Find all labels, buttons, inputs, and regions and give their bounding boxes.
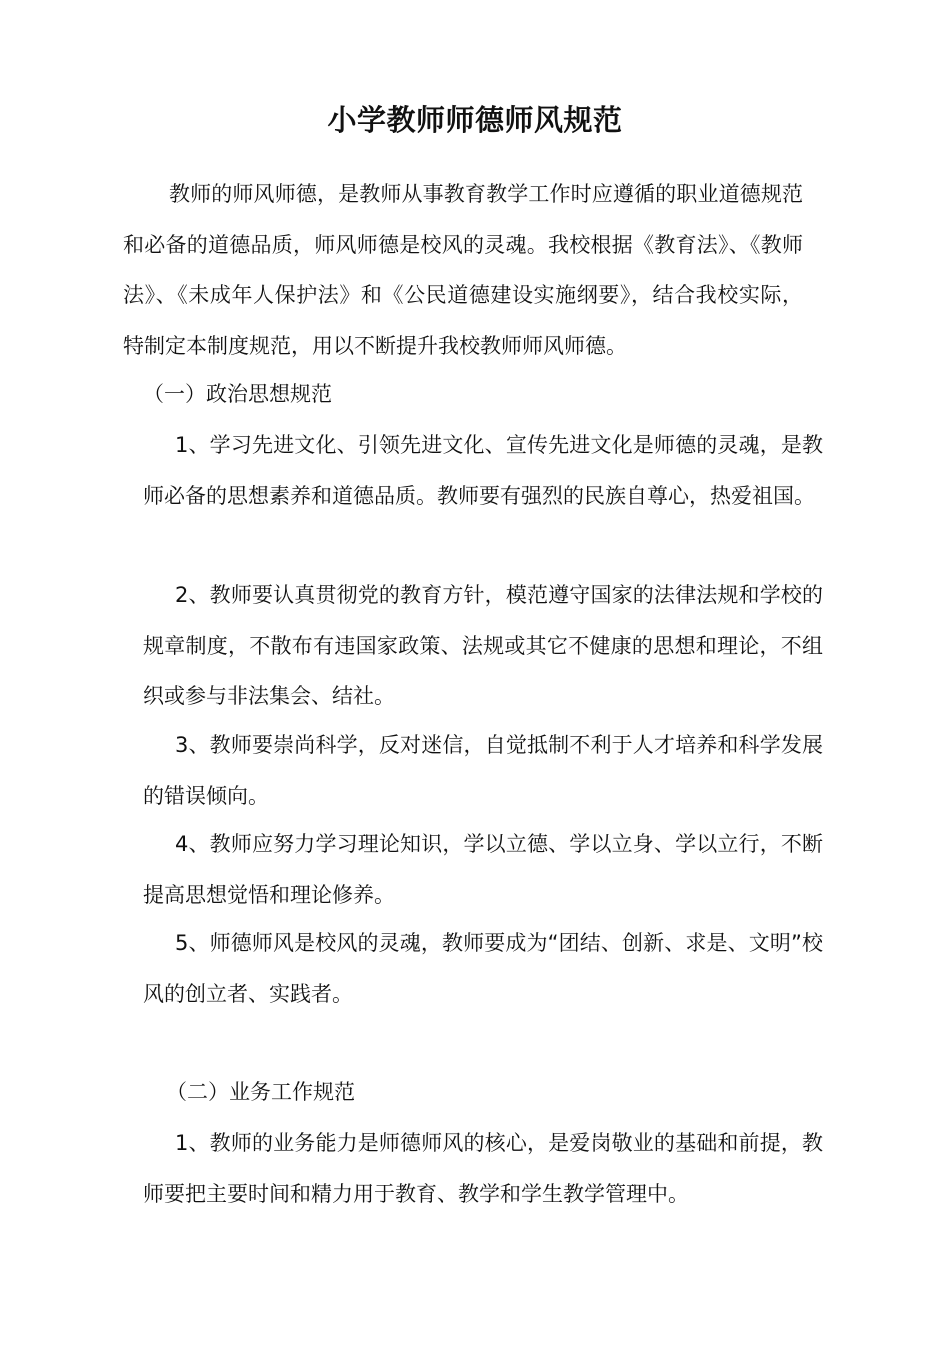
section-1-item-2: 2、教师要认真贯彻党的教育方针，模范遵守国家的法律法规和学校的规章制度，不散布有违国家政策、法规或其它不健康的思想和理论，不组织或参与非法集会、结社。 xyxy=(143,583,823,708)
section-heading-political: （一）政治思想规范 xyxy=(143,382,332,406)
intro-paragraph: 教师的师风师德，是教师从事教育教学工作时应遵循的职业道德规范和必备的道德品质，师风师德是校风的灵魂。我校根据《教育法》、《教师法》、《未成年人保护法》和《公民道德建设实施纲要》，结合我校实际，特制定本制度规范，用以不断提升我校教师师风师德。 xyxy=(123,182,803,358)
section-1-item-4: 4、教师应努力学习理论知识，学以立德、学以立身、学以立行，不断提高思想觉悟和理论修养。 xyxy=(143,832,823,907)
document-title: 小学教师师德师风规范 xyxy=(327,103,623,137)
section-1-item-5: 5、师德师风是校风的灵魂，教师要成为“团结、创新、求是、文明”校风的创立者、实践者。 xyxy=(143,931,823,1006)
section-heading-work: （二）业务工作规范 xyxy=(166,1080,355,1104)
section-1-item-1: 1、学习先进文化、引领先进文化、宣传先进文化是师德的灵魂，是教师必备的思想素养和道德品质。教师要有强烈的民族自尊心，热爱祖国。 xyxy=(143,433,823,508)
section-1-item-3: 3、教师要崇尚科学，反对迷信，自觉抵制不利于人才培养和科学发展的错误倾向。 xyxy=(143,733,823,808)
section-2-item-1: 1、教师的业务能力是师德师风的核心，是爱岗敬业的基础和前提，教师要把主要时间和精力用于教育、教学和学生教学管理中。 xyxy=(143,1131,823,1206)
